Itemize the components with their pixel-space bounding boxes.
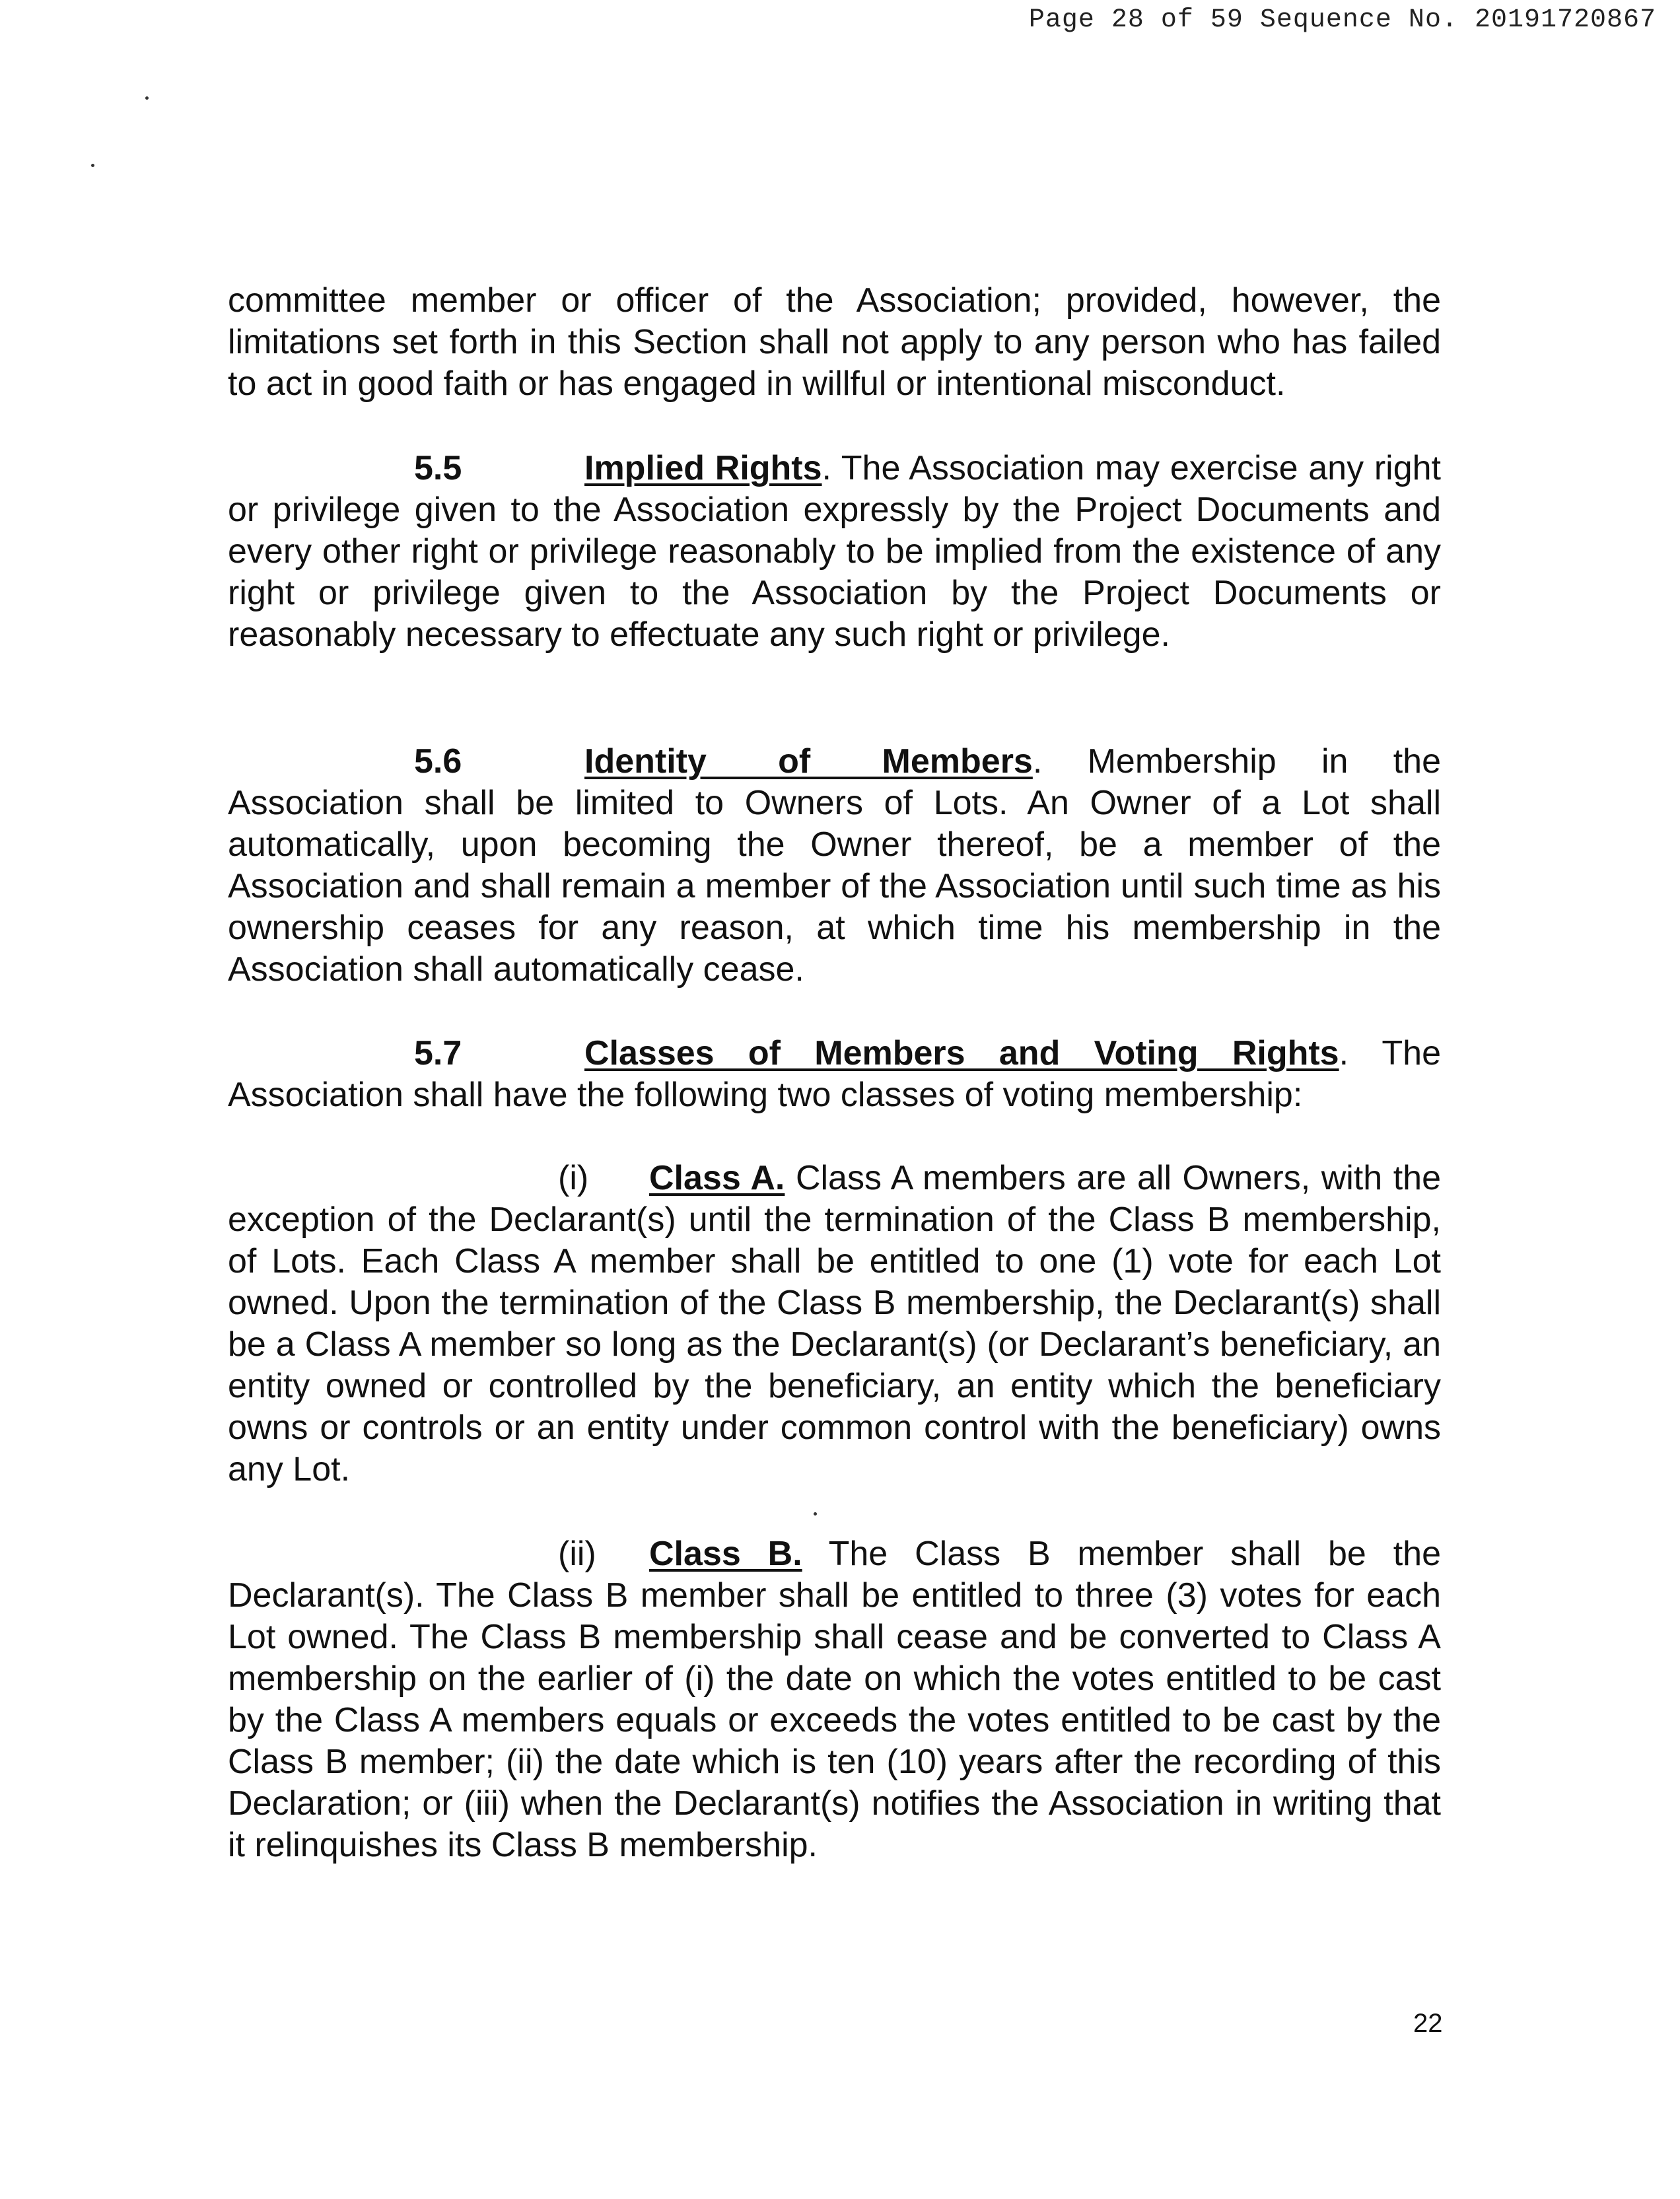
subsection-heading: Class B. bbox=[649, 1535, 802, 1573]
subsection-number: (ii) bbox=[558, 1535, 596, 1573]
class-a-paragraph bbox=[228, 1158, 1441, 1490]
section-heading: Identity of Members bbox=[584, 742, 1033, 781]
section-5-5 bbox=[228, 448, 1441, 656]
subsection-number: (i) bbox=[558, 1159, 589, 1197]
section-number: 5.6 bbox=[414, 742, 462, 781]
page-number: 22 bbox=[1413, 2009, 1443, 2038]
section-text: . Membership in the Association shall be limited to Owners of Lots. An Owner of a Lot shall automatically, upon becoming the Owner thereof, be a member of the Association and shall remain a member of the Association until such time as his ownership ceases for any reason, at which time his membership in the Association shall automatically cease. bbox=[228, 742, 1442, 989]
section-heading: Implied Rights bbox=[584, 449, 822, 487]
page-sequence-stamp: Page 28 of 59 Sequence No. 20191720867 bbox=[1028, 5, 1656, 35]
section-number: 5.7 bbox=[414, 1034, 462, 1072]
paragraph-continuation: committee member or officer of the Association; provided, however, the limitations set forth in this Section shall not apply to any person who has failed to act in good faith or has engaged in willful or intentional misconduct. bbox=[228, 281, 1441, 403]
section-text: . The Association shall have the following two classes of voting membership: bbox=[228, 1034, 1441, 1114]
scan-speck bbox=[814, 1512, 817, 1516]
scan-speck bbox=[91, 164, 94, 167]
section-number: 5.5 bbox=[414, 449, 462, 487]
section-text: . The Association may exercise any right or privilege given to the Association expressly by the Project Documents and every other right or privilege reasonably to be implied from the existence of any right or privilege given to the Association by the Project Documents or reasonably necessary to effectuate any such right or privilege. bbox=[228, 449, 1441, 654]
section-5-6 bbox=[228, 741, 1441, 991]
section-5-7 bbox=[228, 1033, 1441, 1116]
document-body bbox=[228, 280, 1441, 405]
section-heading: Classes of Members and Voting Rights bbox=[584, 1034, 1339, 1072]
class-b-paragraph bbox=[228, 1533, 1441, 1866]
subsection-heading: Class A. bbox=[649, 1159, 785, 1197]
subsection-text: The Class B member shall be the Declarant(s). The Class B member shall be entitled to three (3) votes for each Lot owned. The Class B membership shall cease and be converted to Class A membership on the earlier of (i) the date on which the votes entitled to be cast by the Class A members equals or exceeds the votes entitled to be cast by the Class B member; (ii) the date which is ten (10) years after the recording of this Declaration; or (iii) when the Declarant(s) notifies the Association in writing that it relinquishes its Class B membership. bbox=[228, 1535, 1441, 1864]
scan-speck bbox=[145, 96, 149, 100]
subsection-text: Class A members are all Owners, with the exception of the Declarant(s) until the termination of the Class B membership, of Lots. Each Class A member shall be entitled to one (1) vote for each Lot owned. Upon the termination of the Class B membership, the Declarant(s) shall be a Class A member so long as the Declarant(s) (or Declarant’s beneficiary, an entity owned or controlled by the beneficiary, an entity which the beneficiary owns or controls or an entity under common control with the beneficiary) owns any Lot. bbox=[228, 1159, 1441, 1488]
